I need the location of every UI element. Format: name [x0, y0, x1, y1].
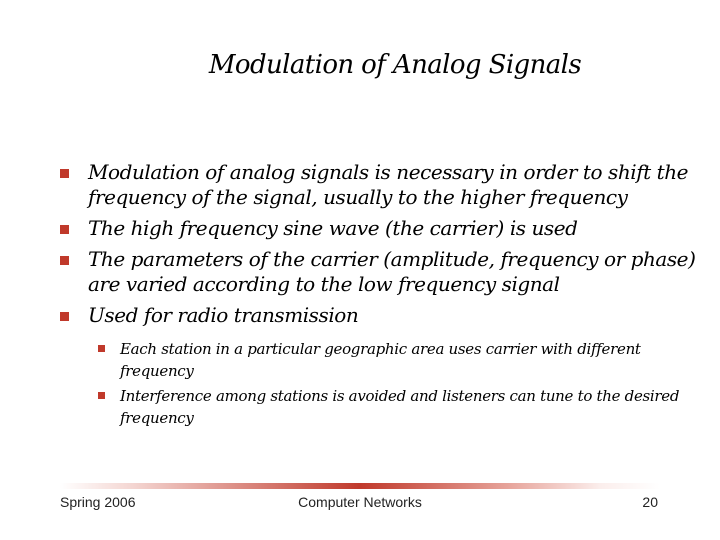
sub-bullet-item [98, 338, 688, 382]
bullet-item [60, 303, 700, 328]
square-bullet-icon [60, 225, 69, 234]
square-bullet-icon [98, 392, 105, 399]
bullet-item [60, 247, 700, 297]
square-bullet-icon [60, 169, 69, 178]
sub-bullet-item [98, 385, 688, 429]
footer-divider [60, 483, 660, 489]
bullet-item [60, 160, 700, 210]
square-bullet-icon [60, 256, 69, 265]
sub-bullet-text: Interference among stations is avoided and listeners can tune to the desired frequency [120, 387, 680, 427]
bullet-item [60, 216, 700, 241]
square-bullet-icon [60, 312, 69, 321]
footer-date: Spring 2006 [60, 494, 136, 510]
slide-title: Modulation of Analog Signals [208, 50, 582, 80]
sub-bullet-text: Each station in a particular geographic area uses carrier with different frequency [120, 340, 641, 380]
bullet-text: The parameters of the carrier (amplitude, frequency or phase) are varied according to the low frequency signal [88, 247, 696, 296]
bullet-text: Used for radio transmission [88, 303, 359, 327]
page-number: 20 [642, 494, 658, 510]
sub-bullet-list [98, 338, 688, 432]
bullet-text: Modulation of analog signals is necessary in order to shift the frequency of the signal, usually to the higher frequency [88, 160, 689, 209]
square-bullet-icon [98, 345, 105, 352]
footer-course-title: Computer Networks [298, 494, 422, 510]
bullet-text: The high frequency sine wave (the carrier) is used [88, 216, 578, 240]
bullet-list [60, 160, 700, 334]
